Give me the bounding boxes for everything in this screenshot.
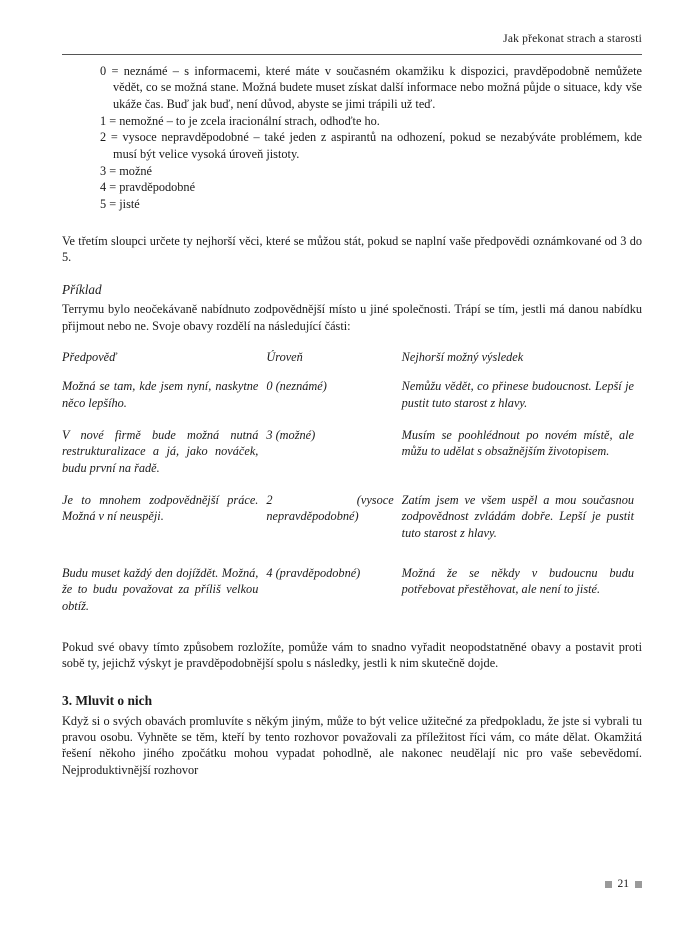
cell-prediction: Budu muset každý den dojíždět. Možná, že to budu považovat za příliš velkou obtíž.	[62, 566, 259, 613]
table-row	[62, 492, 642, 557]
table-header-row	[62, 349, 642, 378]
cell-worst-outcome: Musím se poohlédnout po novém místě, ale můžu to udělat s obsažnějším životopisem.	[401, 428, 634, 459]
list-item: 3 = možné	[100, 163, 153, 178]
running-header: Jak překonat strach a starosti	[503, 33, 642, 45]
cell-worst-outcome: Nemůžu vědět, co přinese budoucnost. Lepší je pustit tuto starost z hlavy.	[401, 379, 634, 410]
section-heading-3: 3. Mluvit o nich	[62, 692, 153, 708]
cell-worst-outcome: Možná že se někdy v budoucnu budu potřebovat přestěhovat, ale není to jisté.	[401, 566, 634, 597]
table-row	[62, 557, 642, 630]
list-item: 4 = pravděpodobné	[100, 180, 196, 195]
paragraph-third-column: Ve třetím sloupci určete ty nejhorší věci, které se můžou stát, pokud se naplní vaše předpovědi oznámkované od 3 do 5.	[62, 234, 642, 265]
paragraph-example-intro: Terrymu bylo neočekávaně nabídnuto zodpovědnější místo u jiné společnosti. Trápí se tím, jestli má danou nabídku přijmout nebo ne. Svoje obavy rozdělí na následující části:	[62, 302, 642, 333]
list-item: 2 = vysoce nepravděpodobné – také jeden z aspirantů na odhození, pokud se nezabýváte problémem, kde musí být velice vysoká úroveň jistoty.	[100, 130, 642, 161]
header-divider	[62, 54, 642, 55]
page-footer	[605, 878, 643, 890]
square-marker-icon	[635, 881, 642, 888]
list-item: 1 = nemožné – to je zcela iracionální strach, odhoďte ho.	[100, 113, 380, 128]
page-content	[62, 63, 642, 778]
worry-breakdown-table	[62, 349, 642, 630]
scale-list	[100, 63, 642, 213]
cell-worst-outcome: Zatím jsem ve všem uspěl a mou současnou zodpovědnost zvládám dobře. Lepší je pustit tuto starost z hlavy.	[401, 493, 634, 540]
list-item: 0 = neznámé – s informacemi, které máte v současném okamžiku k dispozici, pravděpodobně nemůžete vědět, co se možná stane. Možná budete muset získat další informace nebo možná půjde o situace, kdy vše ukáže čas. Buď jak buď, není důvod, abyste se jimi trápili už teď.	[100, 64, 642, 111]
cell-level: 3 (možné)	[266, 428, 316, 443]
table-row	[62, 378, 642, 427]
example-heading: Příklad	[62, 281, 102, 297]
cell-level: 2 (vysoce nepravděpodobné)	[266, 493, 394, 524]
cell-prediction: Možná se tam, kde jsem nyní, naskytne něco lepšího.	[62, 379, 259, 410]
table-row	[62, 427, 642, 492]
column-header-prediction: Předpověď	[62, 350, 117, 365]
list-item: 5 = jisté	[100, 197, 140, 212]
page-number: 21	[617, 878, 629, 890]
square-marker-icon	[605, 881, 612, 888]
column-header-worst-outcome: Nejhorší možný výsledek	[401, 350, 524, 365]
paragraph-section3-body: Když si o svých obavách promluvíte s někým jiným, může to být velice užitečné za předpokladu, že jste si vybrali tu pravou osobu. Vyhněte se těm, kteří by tento rozhovor považovali za příležitost říci vám, co máte dělat. Okamžitá řešení někoho jiného zpočátku mohou vypadat pohodlně, ale nakonec neudělají nic pro vaše sebevědomí. Nejproduktivnější rozhovor	[62, 713, 642, 777]
column-header-level: Úroveň	[266, 350, 303, 365]
cell-prediction: V nové firmě bude možná nutná restrukturalizace a já, jako nováček, budu první na řadě.	[62, 428, 259, 475]
paragraph-after-table: Pokud své obavy tímto způsobem rozložíte, pomůže vám to snadno vyřadit neopodstatněné obavy a postavit proti sobě ty, jejichž výskyt je pravděpodobnější spolu s následky, jestli k nim skutečně dojde.	[62, 640, 642, 671]
cell-prediction: Je to mnohem zodpovědnější práce. Možná v ní neuspěji.	[62, 493, 259, 524]
cell-level: 4 (pravděpodobné)	[266, 566, 361, 581]
cell-level: 0 (neznámé)	[266, 379, 327, 394]
